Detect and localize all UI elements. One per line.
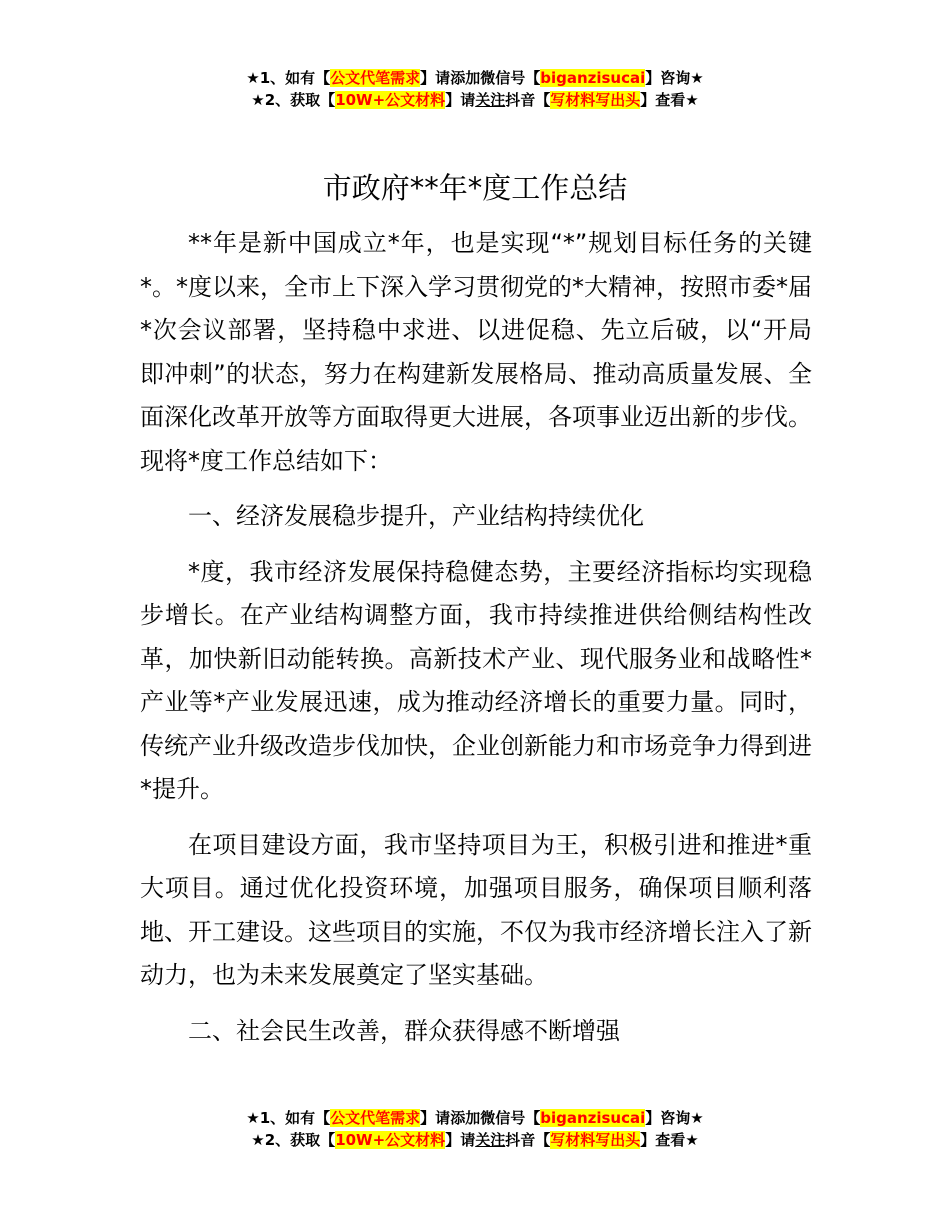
promo-text: 】请 bbox=[420, 69, 451, 87]
promo-header bbox=[0, 67, 950, 111]
promo-highlight: 公文代笔需求 bbox=[330, 1109, 421, 1127]
document-title: 市政府**年*度工作总结 bbox=[322, 171, 628, 205]
promo-text: 】请 bbox=[445, 91, 476, 109]
promo-text: 微信号【 bbox=[480, 1109, 541, 1127]
promo-highlight: 10W+公文材料 bbox=[335, 91, 446, 109]
promo-text: ★2、获取【 bbox=[251, 91, 336, 109]
promo-emphasis: 添加 bbox=[450, 69, 481, 87]
promo-text: 】咨询★ bbox=[645, 1109, 704, 1127]
promo-line-1 bbox=[0, 1107, 950, 1129]
promo-highlight: 公文代笔需求 bbox=[330, 69, 421, 87]
promo-text: ★2、获取【 bbox=[251, 1131, 336, 1149]
document-body bbox=[140, 222, 812, 1065]
promo-line-2 bbox=[0, 89, 950, 111]
promo-text: 】查看★ bbox=[640, 1131, 699, 1149]
promo-highlight: 写材料写出头 bbox=[550, 1131, 641, 1149]
promo-text: ★1、如有【 bbox=[246, 69, 331, 87]
promo-text: 】请 bbox=[420, 1109, 451, 1127]
section-heading-2: 二、社会民生改善，群众获得感不断增强 bbox=[188, 1016, 620, 1045]
section-heading-1: 一、经济发展稳步提升，产业结构持续优化 bbox=[188, 502, 644, 530]
promo-text: 抖音【 bbox=[505, 1131, 551, 1149]
promo-text: 】查看★ bbox=[640, 91, 699, 109]
paragraph-projects: 在项目建设方面，我市坚持项目为王，积极引进和推进*重大项目。通过优化投资环境，加强项目服务，确保项目顺利落地、开工建设。这些项目的实施，不仅为我市经济增长注入了新动力，也为未来发展奠定了坚实基础。 bbox=[140, 830, 812, 989]
promo-text: 】请 bbox=[445, 1131, 476, 1149]
promo-text: 微信号【 bbox=[480, 69, 541, 87]
promo-emphasis: 关注 bbox=[475, 91, 506, 109]
promo-text: 】咨询★ bbox=[645, 69, 704, 87]
promo-highlight: 写材料写出头 bbox=[550, 91, 641, 109]
promo-line-2 bbox=[0, 1129, 950, 1151]
promo-highlight: biganzisucai bbox=[540, 69, 646, 87]
promo-footer bbox=[0, 1107, 950, 1151]
promo-line-1 bbox=[0, 67, 950, 89]
promo-emphasis: 添加 bbox=[450, 1109, 481, 1127]
paragraph-economy: *度，我市经济发展保持稳健态势，主要经济指标均实现稳步增长。在产业结构调整方面，我市持续推进供给侧结构性改革，加快新旧动能转换。高新技术产业、现代服务业和战略性*产业等*产业发展迅速，成为推动经济增长的重要力量。同时，传统产业升级改造步伐加快，企业创新能力和市场竞争力得到进*提升。 bbox=[140, 557, 812, 803]
promo-text: ★1、如有【 bbox=[246, 1109, 331, 1127]
promo-emphasis: 关注 bbox=[475, 1131, 506, 1149]
promo-text: 抖音【 bbox=[505, 91, 551, 109]
paragraph-intro: **年是新中国成立*年，也是实现“*”规划目标任务的关键*。*度以来，全市上下深入学习贯彻党的*大精神，按照市委*届*次会议部署，坚持稳中求进、以进促稳、先立后破，以“开局即冲刺”的状态，努力在构建新发展格局、推动高质量发展、全面深化改革开放等方面取得更大进展，各项事业迈出新的步伐。现将*度工作总结如下： bbox=[140, 229, 812, 475]
promo-highlight: 10W+公文材料 bbox=[335, 1131, 446, 1149]
promo-highlight: biganzisucai bbox=[540, 1109, 646, 1127]
